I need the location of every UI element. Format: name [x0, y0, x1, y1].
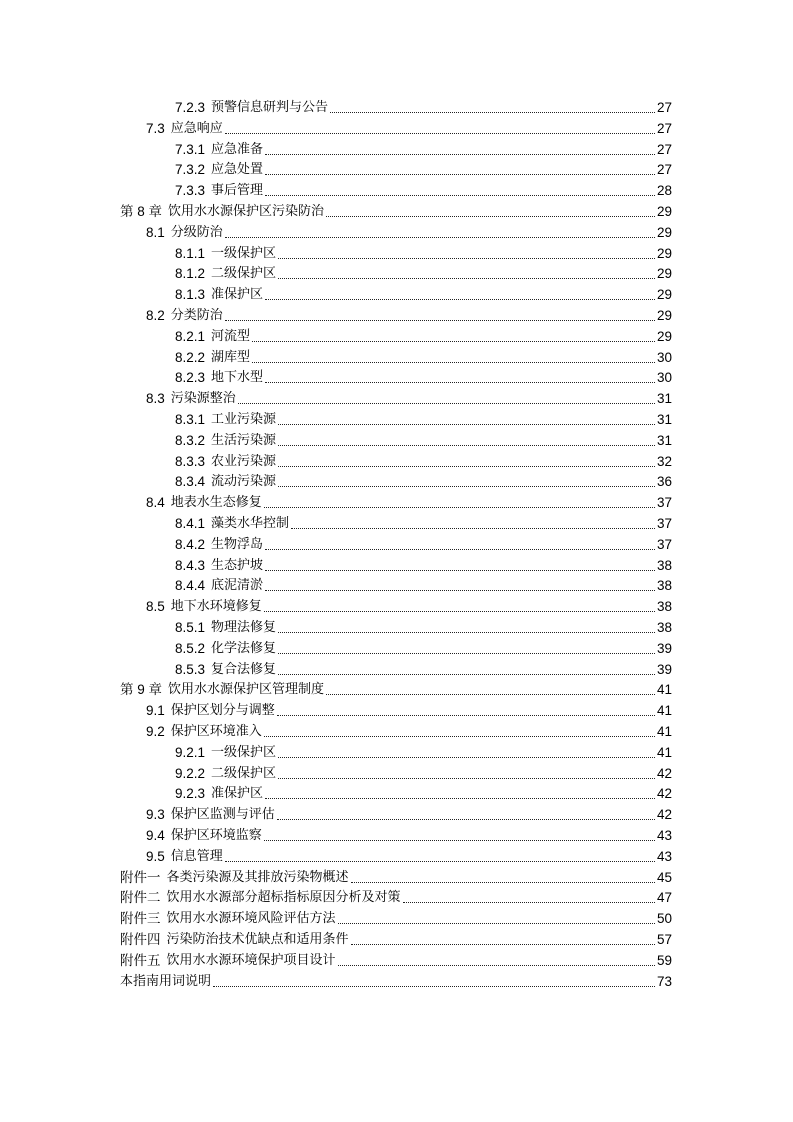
dot-leader: [265, 576, 655, 591]
dot-leader: [265, 556, 655, 571]
toc-entry-number: 8.5.3: [175, 661, 206, 677]
toc-entry[interactable]: [146, 720, 672, 740]
toc-entry[interactable]: [175, 470, 672, 490]
toc-entry[interactable]: [175, 658, 672, 678]
toc-entry-number: 附件三: [120, 911, 161, 927]
dot-leader: [330, 98, 655, 113]
toc-entry-number: 8.3.1: [175, 412, 206, 427]
toc-entry-title: 本指南用词说明: [120, 973, 212, 989]
dot-leader: [252, 327, 655, 342]
dot-leader: [265, 140, 655, 155]
dot-leader: [351, 868, 655, 883]
toc-entry-title: 饮用水水源保护区管理制度: [168, 682, 325, 698]
dot-leader: [278, 431, 655, 446]
toc-entry[interactable]: [175, 283, 672, 303]
toc-entry-number: 7.3: [146, 120, 165, 136]
toc-entry[interactable]: [120, 928, 672, 948]
toc-entry[interactable]: [146, 699, 672, 719]
toc-entry-page: 36: [656, 474, 672, 490]
toc-entry[interactable]: [175, 554, 672, 574]
dot-leader: [278, 764, 655, 779]
toc-entry[interactable]: [175, 782, 672, 802]
toc-entry-page: 32: [656, 453, 672, 469]
dot-leader: [265, 368, 655, 383]
toc-entry-title: 河流型: [211, 328, 251, 344]
dot-leader: [326, 680, 655, 695]
toc-entry[interactable]: [120, 949, 672, 969]
toc-entry[interactable]: [175, 741, 672, 761]
toc-entry-page: 29: [656, 224, 672, 240]
toc-entry-page: 28: [656, 183, 672, 199]
toc-entry-number: 8.4.4: [175, 578, 206, 594]
toc-entry-number: 7.3.2: [175, 162, 206, 178]
toc-entry-title: 事后管理: [211, 183, 264, 199]
toc-entry-number: 9.2.1: [175, 744, 206, 760]
toc-entry-number: 7.3.1: [175, 141, 206, 157]
toc-entry[interactable]: [120, 678, 672, 698]
toc-entry-page: 47: [656, 890, 672, 906]
toc-entry[interactable]: [175, 429, 672, 449]
toc-entry-number: 8.3.3: [175, 453, 206, 469]
dot-leader: [291, 514, 655, 529]
toc-entry-page: 45: [656, 869, 672, 885]
dot-leader: [278, 264, 655, 279]
toc-entry-number: 8.4.3: [175, 557, 206, 573]
toc-entry-number: 8.4: [146, 495, 165, 511]
toc-entry-title: 生物浮岛: [211, 536, 264, 552]
toc-entry-title: 一级保护区: [211, 245, 277, 261]
dot-leader: [351, 930, 655, 945]
toc-entry-title: 饮用水水源环境风险评估方法: [166, 911, 336, 927]
toc-entry[interactable]: [175, 242, 672, 262]
dot-leader: [265, 160, 655, 175]
toc-entry-page: 39: [656, 640, 672, 656]
dot-leader: [278, 244, 655, 259]
toc-entry[interactable]: [175, 158, 672, 178]
toc-entry-title: 污染源整治: [170, 391, 236, 407]
toc-entry-page: 43: [656, 848, 672, 864]
dot-leader: [264, 493, 655, 508]
toc-entry[interactable]: [146, 803, 672, 823]
toc-entry-page: 30: [656, 349, 672, 365]
toc-entry-title: 应急准备: [211, 141, 264, 157]
dot-leader: [265, 285, 655, 300]
toc-entry-page: 39: [656, 661, 672, 677]
toc-entry-number: 第 9 章: [120, 682, 163, 698]
toc-entry-number: 9.2: [146, 724, 165, 739]
toc-entry-page: 31: [656, 412, 672, 427]
toc-entry[interactable]: [120, 907, 672, 927]
toc-entry[interactable]: [175, 96, 672, 116]
toc-entry-page: 73: [656, 973, 672, 989]
dot-leader: [277, 805, 655, 820]
toc-entry-page: 27: [656, 141, 672, 157]
toc-entry-title: 保护区环境监察: [170, 828, 262, 843]
toc-entry[interactable]: [146, 595, 672, 615]
dot-leader: [265, 181, 655, 196]
toc-entry-page: 37: [656, 516, 672, 531]
toc-entry[interactable]: [120, 886, 672, 906]
toc-entry-page: 42: [656, 807, 672, 823]
dot-leader: [278, 472, 655, 487]
toc-entry-number: 8.2: [146, 308, 165, 323]
toc-entry-number: 附件五: [120, 952, 161, 968]
toc-entry-title: 信息管理: [170, 848, 223, 864]
toc-entry-page: 29: [656, 287, 672, 303]
toc-entry-title: 农业污染源: [211, 453, 277, 469]
toc-entry-title: 准保护区: [211, 786, 264, 802]
toc-entry-page: 38: [656, 599, 672, 615]
toc-entry-number: 8.2.3: [175, 370, 206, 386]
toc-entry-number: 第 8 章: [120, 204, 163, 219]
toc-entry[interactable]: [146, 824, 672, 844]
toc-entry-page: 27: [656, 162, 672, 178]
dot-leader: [338, 909, 655, 924]
toc-entry-title: 二级保护区: [211, 765, 277, 781]
toc-entry-title: 地表水生态修复: [170, 495, 262, 511]
toc-entry-title: 污染防治技术优缺点和适用条件: [166, 932, 349, 947]
toc-entry-title: 一级保护区: [211, 744, 277, 760]
toc-entry[interactable]: [120, 866, 672, 886]
dot-leader: [225, 223, 655, 238]
toc-entry-title: 地下水环境修复: [170, 599, 262, 615]
toc-entry-page: 59: [656, 952, 672, 968]
dot-leader: [278, 452, 655, 467]
toc-entry-page: 42: [656, 786, 672, 802]
toc-entry-title: 保护区环境准入: [170, 724, 262, 739]
toc-entry-number: 8.1.2: [175, 266, 206, 282]
toc-entry-title: 地下水型: [211, 370, 264, 386]
toc-entry-title: 底泥清淤: [211, 578, 264, 594]
toc-entry[interactable]: [175, 366, 672, 386]
toc-entry-number: 8.3.4: [175, 474, 206, 490]
toc-entry-title: 藻类水华控制: [211, 516, 290, 531]
toc-entry-page: 30: [656, 370, 672, 386]
toc-entry-title: 分类防治: [170, 308, 223, 323]
toc-entry-title: 流动污染源: [211, 474, 277, 490]
toc-entry-title: 工业污染源: [211, 412, 277, 427]
toc-entry-page: 41: [656, 744, 672, 760]
toc-entry-title: 物理法修复: [211, 620, 277, 635]
dot-leader: [403, 888, 655, 903]
toc-entry-title: 生活污染源: [211, 432, 277, 448]
dot-leader: [265, 535, 655, 550]
toc-entry-page: 37: [656, 495, 672, 511]
toc-entry-page: 41: [656, 724, 672, 739]
toc-entry-number: 8.4.2: [175, 536, 206, 552]
toc-entry-page: 50: [656, 911, 672, 927]
toc-entry-page: 57: [656, 932, 672, 947]
toc-entry-title: 湖库型: [211, 349, 251, 365]
toc-entry-page: 41: [656, 703, 672, 719]
dot-leader: [278, 660, 655, 675]
dot-leader: [278, 618, 655, 633]
toc-entry-number: 附件一: [120, 869, 161, 885]
toc-entry[interactable]: [175, 616, 672, 636]
toc-entry-page: 38: [656, 620, 672, 635]
dot-leader: [265, 784, 655, 799]
dot-leader: [213, 972, 655, 987]
toc-entry-title: 复合法修复: [211, 661, 277, 677]
toc-entry-title: 饮用水水源部分超标指标原因分析及对策: [166, 890, 401, 906]
toc-entry-number: 8.5: [146, 599, 165, 615]
toc-entry-number: 9.2.3: [175, 786, 206, 802]
toc-entry-page: 43: [656, 828, 672, 843]
toc-entry-title: 饮用水水源环境保护项目设计: [166, 952, 336, 968]
toc-entry-title: 准保护区: [211, 287, 264, 303]
toc-entry-title: 生态护坡: [211, 557, 264, 573]
dot-leader: [278, 410, 655, 425]
toc-entry-page: 31: [656, 391, 672, 407]
toc-entry[interactable]: [175, 637, 672, 657]
dot-leader: [278, 743, 655, 758]
toc-entry-number: 8.1: [146, 224, 165, 240]
toc-entry-number: 9.4: [146, 828, 165, 843]
toc-entry-title: 保护区划分与调整: [170, 703, 275, 719]
toc-entry-number: 8.4.1: [175, 516, 206, 531]
dot-leader: [225, 306, 655, 321]
toc-entry[interactable]: [175, 138, 672, 158]
dot-leader: [264, 597, 655, 612]
toc-entry-page: 27: [656, 120, 672, 136]
dot-leader: [277, 701, 655, 716]
toc-entry[interactable]: [175, 450, 672, 470]
toc-entry-page: 31: [656, 432, 672, 448]
toc-entry-page: 42: [656, 765, 672, 781]
toc-entry-page: 29: [656, 308, 672, 323]
toc-entry-page: 41: [656, 682, 672, 698]
dot-leader: [338, 951, 655, 966]
toc-entry[interactable]: [146, 491, 672, 511]
toc-entry[interactable]: [175, 262, 672, 282]
dot-leader: [278, 639, 655, 654]
toc-entry[interactable]: [146, 387, 672, 407]
toc-entry-page: 29: [656, 245, 672, 261]
toc-entry[interactable]: [175, 533, 672, 553]
toc-entry[interactable]: [175, 762, 672, 782]
toc-entry-number: 附件四: [120, 932, 161, 947]
toc-entry[interactable]: [175, 512, 672, 532]
toc-entry-number: 8.1.3: [175, 287, 206, 303]
toc-entry-number: 7.3.3: [175, 183, 206, 199]
toc-entry-number: 8.5.2: [175, 640, 206, 656]
toc-entry-page: 27: [656, 100, 672, 115]
dot-leader: [264, 722, 655, 737]
toc-entry-number: 9.3: [146, 807, 165, 823]
toc-entry-page: 29: [656, 328, 672, 344]
toc-entry-page: 38: [656, 557, 672, 573]
toc-entry[interactable]: [120, 200, 672, 220]
toc-entry[interactable]: [175, 346, 672, 366]
toc-entry-title: 各类污染源及其排放污染物概述: [166, 869, 349, 885]
dot-leader: [252, 348, 655, 363]
toc-entry[interactable]: [175, 179, 672, 199]
toc-entry-title: 保护区监测与评估: [170, 807, 275, 823]
toc-entry-title: 化学法修复: [211, 640, 277, 656]
toc-entry-number: 8.3.2: [175, 432, 206, 448]
toc-entry-number: 8.1.1: [175, 245, 206, 261]
toc-entry-number: 8.3: [146, 391, 165, 407]
dot-leader: [264, 826, 655, 841]
toc-entry[interactable]: [175, 408, 672, 428]
toc-entry[interactable]: [175, 574, 672, 594]
toc-entry[interactable]: [175, 325, 672, 345]
toc-entry-number: 7.2.3: [175, 100, 206, 115]
toc-entry[interactable]: [146, 304, 672, 324]
dot-leader: [326, 202, 655, 217]
toc-entry-title: 分级防治: [170, 224, 223, 240]
toc-entry-page: 29: [656, 266, 672, 282]
toc-entry-page: 37: [656, 536, 672, 552]
toc-entry[interactable]: [146, 221, 672, 241]
toc-entry-number: 9.5: [146, 848, 165, 864]
toc-entry[interactable]: [146, 845, 672, 865]
toc-entry[interactable]: [146, 117, 672, 137]
toc-entry-page: 38: [656, 578, 672, 594]
toc-entry-title: 饮用水水源保护区污染防治: [168, 204, 325, 219]
toc-entry[interactable]: [120, 970, 672, 990]
toc-entry-number: 8.2.1: [175, 328, 206, 344]
dot-leader: [238, 389, 655, 404]
toc-entry-number: 8.2.2: [175, 349, 206, 365]
toc-entry-number: 9.2.2: [175, 765, 206, 781]
toc-entry-number: 8.5.1: [175, 620, 206, 635]
toc-entry-title: 应急响应: [170, 120, 223, 136]
toc-entry-number: 9.1: [146, 703, 165, 719]
dot-leader: [225, 119, 655, 134]
toc-entry-title: 二级保护区: [211, 266, 277, 282]
toc-entry-page: 29: [656, 204, 672, 219]
dot-leader: [225, 847, 655, 862]
toc-entry-title: 预警信息研判与公告: [211, 100, 329, 115]
toc-entry-number: 附件二: [120, 890, 161, 906]
toc-entry-title: 应急处置: [211, 162, 264, 178]
